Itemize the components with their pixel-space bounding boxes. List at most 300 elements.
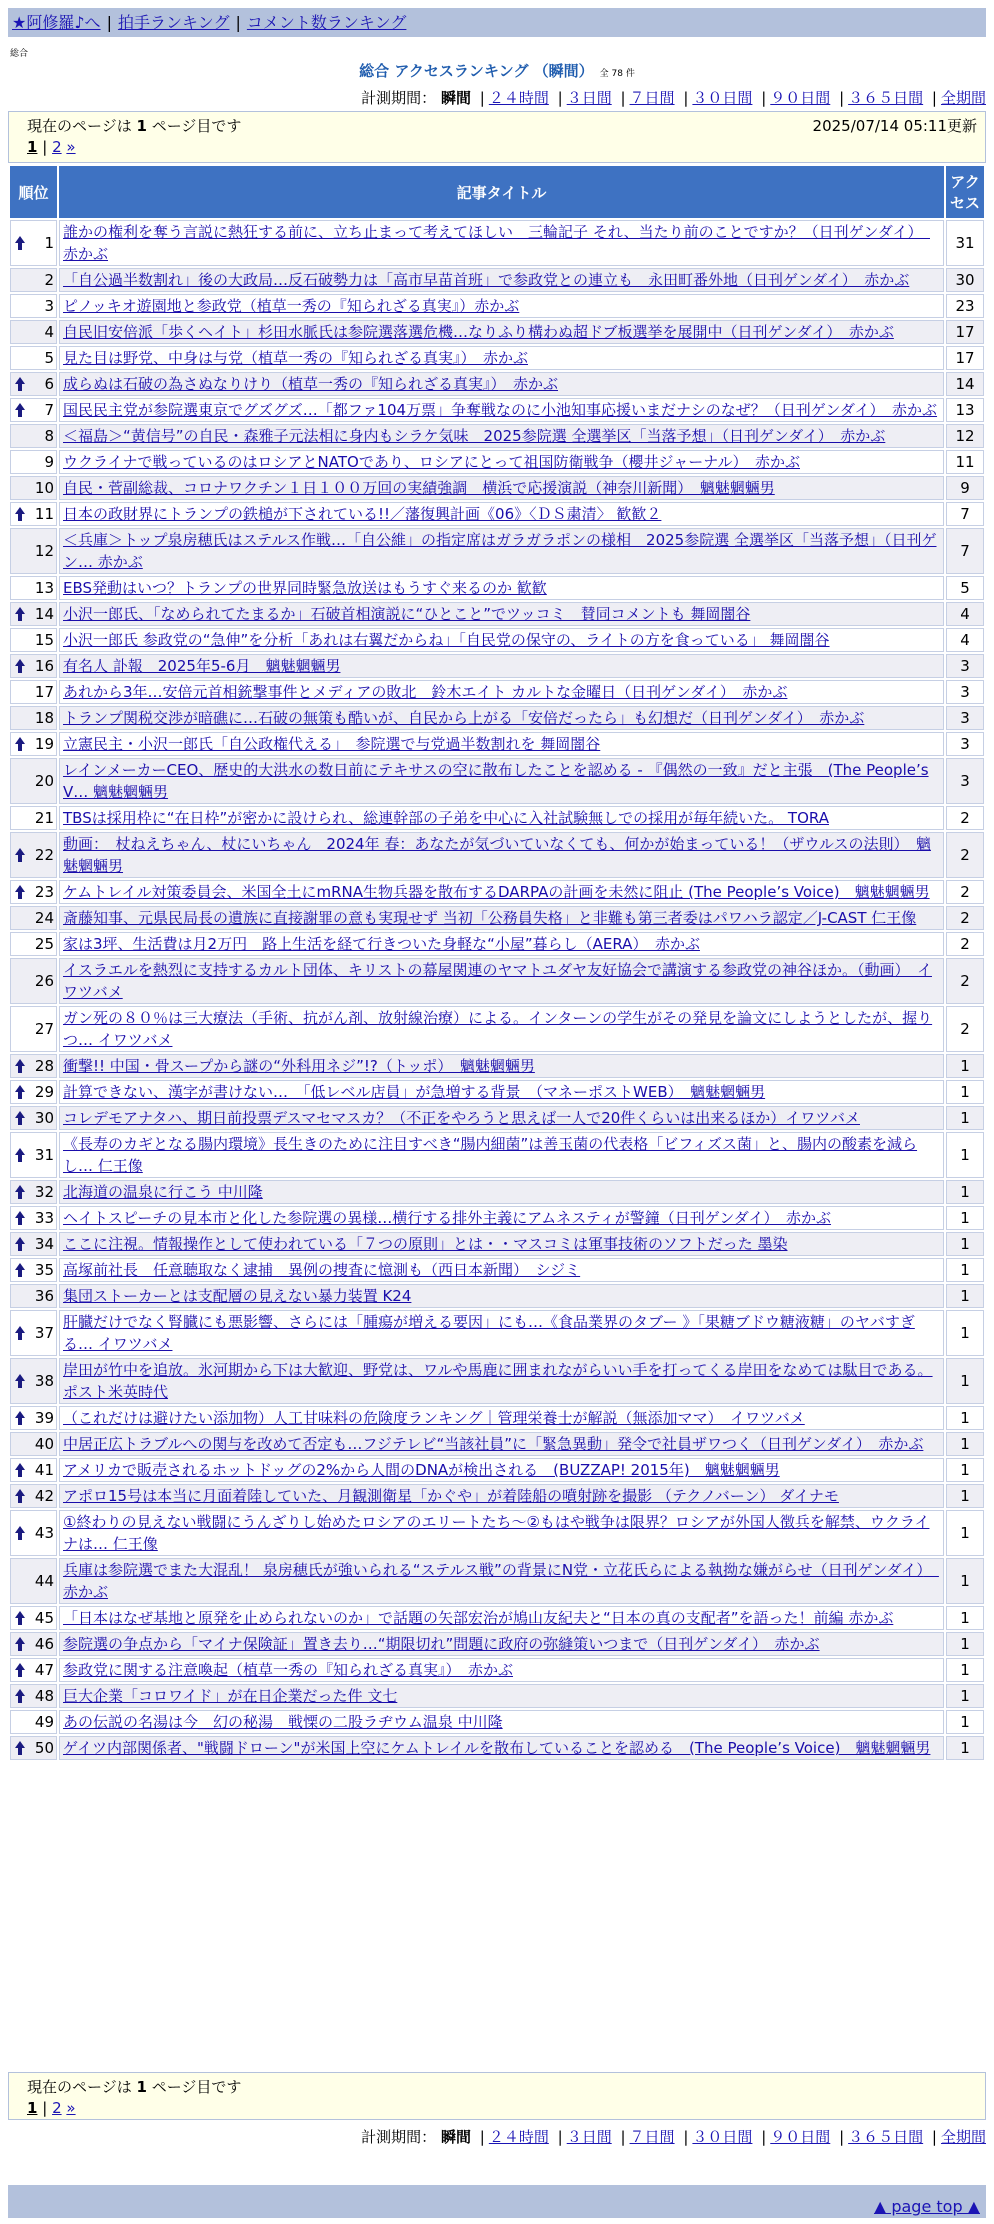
table-row xyxy=(10,502,984,526)
period-link-7d[interactable]: ７日間 xyxy=(629,89,675,107)
article-link[interactable]: 小沢一郎氏、「なめられてたまるか」石破首相演説に“ひとこと”でツッコミ 賛同コメントも 舞岡闇谷 xyxy=(63,605,751,623)
access-count: 1 xyxy=(946,1310,984,1356)
rank-number: 41 xyxy=(34,1461,54,1479)
rank-cell xyxy=(10,932,57,956)
access-count: 1 xyxy=(946,1710,984,1734)
article-link[interactable]: 家は3坪、生活費は月2万円 路上生活を経て行きついた身軽な“小屋”暮らし（AERA） 赤かぶ xyxy=(63,935,700,953)
table-row xyxy=(10,806,984,830)
article-link[interactable]: 参政党に関する注意喚起（植草一秀の『知られざる真実』） 赤かぶ xyxy=(63,1661,514,1679)
table-row xyxy=(10,1006,984,1052)
rank-number: 33 xyxy=(34,1209,54,1227)
page-status-text xyxy=(27,115,241,136)
access-count: 1 xyxy=(946,1558,984,1604)
rank-cell xyxy=(10,528,57,574)
article-link[interactable]: ピノッキオ遊園地と参政党（植草一秀の『知られざる真実』）赤かぶ xyxy=(63,297,520,315)
period-link-30d[interactable]: ３０日間 xyxy=(692,89,753,107)
pager-separator: | xyxy=(42,138,48,156)
period-link-90d[interactable]: ９０日間 xyxy=(770,2128,831,2146)
access-count: 3 xyxy=(946,654,984,678)
period-separator: | xyxy=(931,2128,937,2146)
title-cell xyxy=(59,1106,944,1130)
period-link-24h[interactable]: ２４時間 xyxy=(488,2128,549,2146)
table-row xyxy=(10,1432,984,1456)
period-separator: | xyxy=(839,2128,845,2146)
rank-up-arrow-icon xyxy=(14,884,26,900)
rank-up-arrow-icon xyxy=(14,1462,26,1478)
rank-cell xyxy=(10,1558,57,1604)
status-prefix: 現在のページは xyxy=(27,2078,137,2096)
article-link[interactable]: 立憲民主・小沢一郎氏「自公政権代える」 参院選で与党過半数割れを 舞岡闇谷 xyxy=(63,735,601,753)
article-link[interactable]: アポロ15号は本当に月面着陸していた、月観測衛星「かぐや」が着陸船の噴射跡を撮影 （テクノバーン） ダイナモ xyxy=(63,1487,839,1505)
access-count: 31 xyxy=(946,220,984,266)
period-separator: | xyxy=(931,89,937,107)
table-row xyxy=(10,1054,984,1078)
rank-cell xyxy=(10,576,57,600)
access-count: 7 xyxy=(946,528,984,574)
article-link[interactable]: 北海道の温泉に行こう 中川隆 xyxy=(63,1183,263,1201)
title-cell xyxy=(59,680,944,704)
article-link[interactable]: 自民・菅副総裁、コロナワクチン１日１００万回の実績強調 横浜で応援演説（神奈川新聞） 魑魅魍魎男 xyxy=(63,479,775,497)
ranking-title: 総合 アクセスランキング （瞬間） xyxy=(359,62,594,80)
rank-up-arrow-icon xyxy=(14,235,26,251)
title-cell xyxy=(59,1284,944,1308)
rank-cell xyxy=(10,1736,57,1760)
rank-number: 6 xyxy=(44,375,54,393)
table-row xyxy=(10,706,984,730)
item-count: 全 78 件 xyxy=(599,69,635,79)
article-link[interactable]: 「日本はなぜ基地と原発を止められないのか」で話題の矢部宏治が鳩山友紀夫と“日本の真の支配者”を語った！前編 赤かぶ xyxy=(63,1609,894,1627)
rank-cell xyxy=(10,1510,57,1556)
title-cell xyxy=(59,958,944,1004)
title-cell xyxy=(59,1132,944,1178)
rank-number: 43 xyxy=(34,1524,54,1542)
article-link[interactable]: 兵庫は参院選でまた大混乱！ 泉房穂氏が強いられる“ステルス戦”の背景にN党・立花氏らによる執拗な嫌がらせ（日刊ゲンダイ） 赤かぶ xyxy=(63,1561,939,1601)
header-rank: 順位 xyxy=(10,166,57,218)
rank-number: 12 xyxy=(34,542,54,560)
pager-page-2-link[interactable]: 2 xyxy=(52,138,62,156)
period-separator: | xyxy=(557,89,563,107)
rank-up-arrow-icon xyxy=(14,1488,26,1504)
title-cell xyxy=(59,1684,944,1708)
article-link[interactable]: トランプ関税交渉が暗礁に…石破の無策も酷いが、自民から上がる「安倍だったら」も幻想だ（日刊ゲンダイ） 赤かぶ xyxy=(63,709,865,727)
rank-number: 37 xyxy=(34,1324,54,1342)
rank-number: 26 xyxy=(34,972,54,990)
rank-up-arrow-icon xyxy=(14,1147,26,1163)
table-row xyxy=(10,1310,984,1356)
title-cell xyxy=(59,1310,944,1356)
article-link[interactable]: 計算できない、漢字が書けない… 「低レベル店員」が急増する背景 （マネーポストWEB） 魑魅魍魎男 xyxy=(63,1083,766,1101)
nav-comment-ranking-link[interactable]: コメント数ランキング xyxy=(246,13,407,32)
access-count: 2 xyxy=(946,958,984,1004)
pager-current-page: 1 xyxy=(27,2099,38,2117)
article-link[interactable]: 自民旧安倍派「歩くヘイト」杉田水脈氏は参院選落選危機…なりふり構わぬ超ドブ板選挙を展開中（日刊ゲンダイ） 赤かぶ xyxy=(63,323,894,341)
article-link[interactable]: ＜福島＞“黄信号”の自民・森雅子元法相に身内もシラケ気味 2025参院選 全選挙区「当落予想」（日刊ゲンダイ） 赤かぶ xyxy=(63,427,886,445)
rank-cell xyxy=(10,654,57,678)
page-status-top xyxy=(8,111,986,163)
period-link-all[interactable]: 全期間 xyxy=(940,2128,986,2146)
rank-cell xyxy=(10,1284,57,1308)
article-link[interactable]: ケムトレイル対策委員会、米国全土にmRNA生物兵器を散布するDARPAの計画を未然に阻止 (The People’s Voice) 魑魅魍魎男 xyxy=(63,883,930,901)
period-separator: | xyxy=(620,89,626,107)
page-status-bottom xyxy=(8,2072,986,2120)
article-link[interactable]: ウクライナで戦っているのはロシアとNATOであり、ロシアにとって祖国防衛戦争（櫻井ジャーナル） 赤かぶ xyxy=(63,453,800,471)
rank-cell xyxy=(10,732,57,756)
article-link[interactable]: 有名人 訃報 2025年5-6月 魑魅魍魎男 xyxy=(63,657,341,675)
article-link[interactable]: （これだけは避けたい添加物）人工甘味料の危険度ランキング｜管理栄養士が解説（無添加ママ） イワツバメ xyxy=(63,1409,805,1427)
rank-cell xyxy=(10,1132,57,1178)
rank-up-arrow-icon xyxy=(14,1740,26,1756)
table-row xyxy=(10,680,984,704)
period-label: 計測期間： xyxy=(361,89,437,107)
rank-cell xyxy=(10,880,57,904)
title-cell xyxy=(59,1658,944,1682)
article-link[interactable]: イスラエルを熱烈に支持するカルト団体、キリストの幕屋関連のヤマトユダヤ友好協会で講演する参政党の神谷ほか。（動画） イワツバメ xyxy=(63,961,932,1001)
rank-number: 29 xyxy=(34,1083,54,1101)
article-link[interactable]: 国民民主党が参院選東京でグズグズ…「都ファ104万票」争奪戦なのに小池知事応援いまだナシのなぜ？（日刊ゲンダイ） 赤かぶ xyxy=(63,401,938,419)
rank-up-arrow-icon xyxy=(14,1525,26,1541)
table-row xyxy=(10,1458,984,1482)
article-link[interactable]: あの伝説の名湯は今＿幻の秘湯 戦慄の二股ラヂウム温泉 中川隆 xyxy=(63,1713,503,1731)
table-row xyxy=(10,320,984,344)
title-cell xyxy=(59,806,944,830)
rank-cell xyxy=(10,906,57,930)
table-row xyxy=(10,528,984,574)
table-row xyxy=(10,1558,984,1604)
period-link-3d[interactable]: ３日間 xyxy=(566,89,612,107)
rank-number: 45 xyxy=(34,1609,54,1627)
table-row xyxy=(10,576,984,600)
access-count: 1 xyxy=(946,1106,984,1130)
access-count: 3 xyxy=(946,758,984,804)
title-cell xyxy=(59,268,944,292)
rank-number: 47 xyxy=(34,1661,54,1679)
rank-cell xyxy=(10,320,57,344)
period-link-30d[interactable]: ３０日間 xyxy=(692,2128,753,2146)
article-link[interactable]: 高塚前社長 任意聴取なく逮捕 異例の捜査に憶測も（西日本新聞） シジミ xyxy=(63,1261,581,1279)
title-cell xyxy=(59,732,944,756)
pager-next-link[interactable]: » xyxy=(66,2099,76,2117)
title-cell xyxy=(59,1358,944,1404)
rank-cell xyxy=(10,502,57,526)
rank-number: 39 xyxy=(34,1409,54,1427)
article-link[interactable]: アメリカで販売されるホットドッグの2%から人間のDNAが検出される (BUZZAP! 2015年) 魑魅魍魎男 xyxy=(63,1461,780,1479)
access-count: 3 xyxy=(946,732,984,756)
article-link[interactable]: ここに注視。情報操作として使われている「７つの原則」とは・・マスコミは軍事技術のソフトだった 墨染 xyxy=(63,1235,788,1253)
access-count: 7 xyxy=(946,502,984,526)
article-link[interactable]: 《長寿のカギとなる腸内環境》長生きのために注目すべき“腸内細菌”は善玉菌の代表格「ビフィズス菌」と、腸内の酸素を減らし… 仁王像 xyxy=(63,1135,918,1175)
article-link[interactable]: コレデモアナタハ、期日前投票デスマセマスカ？（不正をやろうと思えば一人で20件くらいは出来るほか）イワツバメ xyxy=(63,1109,860,1127)
article-link[interactable]: あれから3年…安倍元首相銃撃事件とメディアの敗北 鈴木エイト カルトな金曜日（日刊ゲンダイ） 赤かぶ xyxy=(63,683,788,701)
rank-cell xyxy=(10,602,57,626)
table-row xyxy=(10,1080,984,1104)
table-row xyxy=(10,958,984,1004)
table-row xyxy=(10,1606,984,1630)
table-row xyxy=(10,476,984,500)
status-page-number: 1 xyxy=(136,117,147,135)
access-count: 1 xyxy=(946,1510,984,1556)
access-count: 1 xyxy=(946,1232,984,1256)
article-link[interactable]: 岸田が竹中を追放。氷河期から下は大歓迎、野党は、ワルや馬鹿に囲まれながらいい手を打ってくる岸田をなめては駄目である。 ポスト米英時代 xyxy=(63,1361,933,1401)
access-count: 2 xyxy=(946,932,984,956)
rank-up-arrow-icon xyxy=(14,1662,26,1678)
article-link[interactable]: 中居正広トラブルへの関与を改めて否定も…フジテレビ“当該社員”に「緊急異動」発令で社員ザワつく（日刊ゲンダイ） 赤かぶ xyxy=(63,1435,924,1453)
article-link[interactable]: 「自公過半数割れ」後の大政局…反石破勢力は「高市早苗首班」で参政党との連立も 永田町番外地（日刊ゲンダイ） 赤かぶ xyxy=(63,271,910,289)
table-row xyxy=(10,932,984,956)
title-cell xyxy=(59,1432,944,1456)
article-link[interactable]: TBSは採用枠に“在日枠”が密かに設けられ、総連幹部の子弟を中心に入社試験無しでの採用が毎年続いた。 TORA xyxy=(63,809,829,827)
rank-cell xyxy=(10,1232,57,1256)
pager-next-link[interactable]: » xyxy=(66,138,76,156)
article-link[interactable]: ガン死の８０％は三大療法（手術、抗がん剤、放射線治療）による。インターンの学生がその発見を論文にしようとしたが、握りつ… イワツバメ xyxy=(63,1009,933,1049)
access-count: 1 xyxy=(946,1406,984,1430)
title-cell xyxy=(59,424,944,448)
period-separator: | xyxy=(761,2128,767,2146)
access-count: 13 xyxy=(946,398,984,422)
table-row xyxy=(10,1684,984,1708)
title-cell xyxy=(59,1232,944,1256)
access-count: 3 xyxy=(946,706,984,730)
rank-up-arrow-icon xyxy=(14,1610,26,1626)
title-cell xyxy=(59,476,944,500)
rank-cell xyxy=(10,1106,57,1130)
title-cell xyxy=(59,654,944,678)
rank-cell xyxy=(10,680,57,704)
table-row xyxy=(10,450,984,474)
access-count: 1 xyxy=(946,1206,984,1230)
title-cell xyxy=(59,1080,944,1104)
rank-up-arrow-icon xyxy=(14,1262,26,1278)
rank-cell xyxy=(10,1310,57,1356)
article-link[interactable]: 集団ストーカーとは支配層の見えない暴力装置 K24 xyxy=(63,1287,412,1305)
rank-number: 31 xyxy=(34,1146,54,1164)
article-link[interactable]: ＜兵庫＞トップ泉房穂氏はステルス作戦…「自公維」の指定席はガラガラポンの様相 2025参院選 全選挙区「当落予想」（日刊ゲン… 赤かぶ xyxy=(63,531,937,571)
period-selector-bottom xyxy=(361,2126,986,2147)
page-top-link[interactable]: ▲ page top ▲ xyxy=(873,2197,980,2216)
table-row xyxy=(10,346,984,370)
article-link[interactable]: 参院選の争点から「マイナ保険証」置き去り…“期限切れ”問題に政府の弥縫策いつまで（日刊ゲンダイ） 赤かぶ xyxy=(63,1635,820,1653)
header-access: アクセス xyxy=(946,166,984,218)
article-link[interactable]: 日本の政財界にトランプの鉄槌が下されている!!／藩復興計画《06》〈ＤＳ粛清〉 歓歓２ xyxy=(63,505,662,523)
period-link-7d[interactable]: ７日間 xyxy=(629,2128,675,2146)
rank-number: 23 xyxy=(34,883,54,901)
article-link[interactable]: 動画： 杖ねえちゃん、杖にいちゃん 2024年 春：あなたが気づいていなくても、何かが始まっている！（ザウルスの法則） 魑魅魍魎男 xyxy=(63,835,931,875)
period-current: 瞬間 xyxy=(440,2128,471,2146)
rank-cell xyxy=(10,1406,57,1430)
nav-home-link[interactable]: ★阿修羅♪へ xyxy=(12,13,101,32)
rank-number: 48 xyxy=(34,1687,54,1705)
rank-cell xyxy=(10,1006,57,1052)
rank-up-arrow-icon xyxy=(14,606,26,622)
nav-separator: | xyxy=(235,13,241,32)
table-row xyxy=(10,1180,984,1204)
article-link[interactable]: 斎藤知事、元県民局長の遺族に直接謝罪の意も実現せず 当初「公務員失格」と非難も第三者委はパワハラ認定／J-CAST 仁王像 xyxy=(63,909,917,927)
title-cell xyxy=(59,1632,944,1656)
rank-number: 34 xyxy=(34,1235,54,1253)
rank-number: 22 xyxy=(34,846,54,864)
table-row xyxy=(10,398,984,422)
rank-number: 38 xyxy=(34,1372,54,1390)
table-row xyxy=(10,758,984,804)
rank-number: 15 xyxy=(34,631,54,649)
rank-number: 21 xyxy=(34,809,54,827)
rank-cell xyxy=(10,268,57,292)
period-link-365d[interactable]: ３６５日間 xyxy=(848,2128,924,2146)
table-header-row xyxy=(10,166,984,218)
period-link-90d[interactable]: ９０日間 xyxy=(770,89,831,107)
rank-cell xyxy=(10,1484,57,1508)
rank-up-arrow-icon xyxy=(14,1184,26,1200)
nav-clap-ranking-link[interactable]: 拍手ランキング xyxy=(117,13,230,32)
page-status-text xyxy=(27,2076,241,2097)
rank-number: 27 xyxy=(34,1020,54,1038)
rank-number: 4 xyxy=(44,323,54,341)
nav-separator: | xyxy=(106,13,112,32)
article-link[interactable]: ゲイツ内部関係者、"戦闘ドローン"が米国上空にケムトレイルを散布していることを認める (The People’s Voice) 魑魅魍魎男 xyxy=(63,1739,931,1757)
page-title xyxy=(0,60,994,81)
rank-number: 16 xyxy=(34,657,54,675)
article-link[interactable]: 衝撃!! 中国・骨スープから謎の“外科用ネジ”!?（トッポ） 魑魅魍魎男 xyxy=(63,1057,535,1075)
period-link-365d[interactable]: ３６５日間 xyxy=(848,89,924,107)
rank-number: 24 xyxy=(34,909,54,927)
period-label: 計測期間： xyxy=(361,2128,437,2146)
table-row xyxy=(10,1358,984,1404)
rank-up-arrow-icon xyxy=(14,1373,26,1389)
article-link[interactable]: ヘイトスピーチの見本市と化した参院選の異様…横行する排外主義にアムネスティが警鐘（日刊ゲンダイ） 赤かぶ xyxy=(63,1209,832,1227)
rank-number: 40 xyxy=(34,1435,54,1453)
article-link[interactable]: EBS発動はいつ？トランプの世界同時緊急放送はもうすぐ来るのか 歓歓 xyxy=(63,579,547,597)
access-count: 17 xyxy=(946,346,984,370)
table-row xyxy=(10,654,984,678)
updated-timestamp: 2025/07/14 05:11更新 xyxy=(812,117,977,135)
title-cell xyxy=(59,346,944,370)
table-row xyxy=(10,1284,984,1308)
access-count: 1 xyxy=(946,1180,984,1204)
table-row xyxy=(10,732,984,756)
access-count: 14 xyxy=(946,372,984,396)
rank-cell xyxy=(10,1054,57,1078)
period-separator: | xyxy=(557,2128,563,2146)
title-cell xyxy=(59,576,944,600)
access-count: 2 xyxy=(946,1006,984,1052)
rank-cell xyxy=(10,398,57,422)
rank-up-arrow-icon xyxy=(14,658,26,674)
table-row xyxy=(10,1258,984,1282)
rank-cell xyxy=(10,1710,57,1734)
access-count: 1 xyxy=(946,1080,984,1104)
title-cell xyxy=(59,1510,944,1556)
period-separator: | xyxy=(620,2128,626,2146)
title-cell xyxy=(59,1458,944,1482)
table-row xyxy=(10,1406,984,1430)
rank-number: 10 xyxy=(34,479,54,497)
footer-bar xyxy=(8,2185,986,2218)
title-cell xyxy=(59,932,944,956)
title-cell xyxy=(59,372,944,396)
table-row xyxy=(10,880,984,904)
rank-cell xyxy=(10,372,57,396)
rank-cell xyxy=(10,450,57,474)
table-row xyxy=(10,1132,984,1178)
rank-cell xyxy=(10,806,57,830)
rank-cell xyxy=(10,1606,57,1630)
rank-number: 42 xyxy=(34,1487,54,1505)
period-link-all[interactable]: 全期間 xyxy=(940,89,986,107)
period-separator: | xyxy=(683,89,689,107)
rank-cell xyxy=(10,294,57,318)
access-count: 1 xyxy=(946,1484,984,1508)
table-row xyxy=(10,220,984,266)
article-link[interactable]: 成らぬは石破の為さぬなりけり（植草一秀の『知られざる真実』） 赤かぶ xyxy=(63,375,559,393)
access-count: 1 xyxy=(946,1132,984,1178)
access-count: 1 xyxy=(946,1684,984,1708)
rank-number: 36 xyxy=(34,1287,54,1305)
rank-cell xyxy=(10,1358,57,1404)
access-count: 5 xyxy=(946,576,984,600)
access-count: 2 xyxy=(946,806,984,830)
title-cell xyxy=(59,906,944,930)
access-count: 9 xyxy=(946,476,984,500)
table-row xyxy=(10,602,984,626)
rank-number: 18 xyxy=(34,709,54,727)
rank-up-arrow-icon xyxy=(14,1636,26,1652)
title-cell xyxy=(59,706,944,730)
rank-number: 30 xyxy=(34,1109,54,1127)
article-link[interactable]: 誰かの権利を奪う言説に熱狂する前に、立ち止まって考えてほしい 三輪記子 それ、当たり前のことですか？（日刊ゲンダイ） 赤かぶ xyxy=(63,223,930,263)
table-row xyxy=(10,1736,984,1760)
article-link[interactable]: 肝臓だけでなく腎臓にも悪影響、さらには「腫瘍が増える要因」にも…《食品業界のタブー 》「果糖ブドウ糖液糖」のヤバすぎる… イワツバメ xyxy=(63,1313,915,1353)
rank-number: 20 xyxy=(34,772,54,790)
title-cell xyxy=(59,1558,944,1604)
title-cell xyxy=(59,1258,944,1282)
rank-cell xyxy=(10,958,57,1004)
article-link[interactable]: 見た目は野党、中身は与党（植草一秀の『知られざる真実』） 赤かぶ xyxy=(63,349,529,367)
title-cell xyxy=(59,1406,944,1430)
article-link[interactable]: ①終わりの見えない戦闘にうんざりし始めたロシアのエリートたち～②もはや戦争は限界？ロシアが外国人徴兵を解禁、ウクライナは… 仁王像 xyxy=(63,1513,930,1553)
access-count: 1 xyxy=(946,1358,984,1404)
article-link[interactable]: 巨大企業「コロワイド」が在日企業だった件 文七 xyxy=(63,1687,398,1705)
rank-cell xyxy=(10,1080,57,1104)
rank-up-arrow-icon xyxy=(14,847,26,863)
rank-number: 44 xyxy=(34,1572,54,1590)
title-cell xyxy=(59,398,944,422)
rank-number: 9 xyxy=(44,453,54,471)
rank-cell xyxy=(10,476,57,500)
rank-cell xyxy=(10,1206,57,1230)
rank-number: 3 xyxy=(44,297,54,315)
table-row xyxy=(10,628,984,652)
title-cell xyxy=(59,294,944,318)
article-link[interactable]: 小沢一郎氏 参政党の“急伸”を分析「あれは右翼だからね」「自民党の保守の、ライトの方を食っている」 舞岡闇谷 xyxy=(63,631,830,649)
access-count: 3 xyxy=(946,680,984,704)
pager-page-2-link[interactable]: 2 xyxy=(52,2099,62,2117)
rank-up-arrow-icon xyxy=(14,1084,26,1100)
rank-number: 1 xyxy=(44,234,54,252)
title-cell xyxy=(59,1006,944,1052)
title-cell xyxy=(59,758,944,804)
rank-up-arrow-icon xyxy=(14,1058,26,1074)
period-link-24h[interactable]: ２４時間 xyxy=(488,89,549,107)
table-row xyxy=(10,832,984,878)
rank-up-arrow-icon xyxy=(14,1688,26,1704)
article-link[interactable]: レインメーカーCEO、歴史的大洪水の数日前にテキサスの空に散布したことを認める - 『偶然の一致』だと主張 (The People’s V… 魑魅魍魎男 xyxy=(63,761,929,801)
table-row xyxy=(10,424,984,448)
access-count: 2 xyxy=(946,880,984,904)
period-link-3d[interactable]: ３日間 xyxy=(566,2128,612,2146)
rank-cell xyxy=(10,424,57,448)
period-separator: | xyxy=(683,2128,689,2146)
rank-number: 8 xyxy=(44,427,54,445)
rank-number: 19 xyxy=(34,735,54,753)
